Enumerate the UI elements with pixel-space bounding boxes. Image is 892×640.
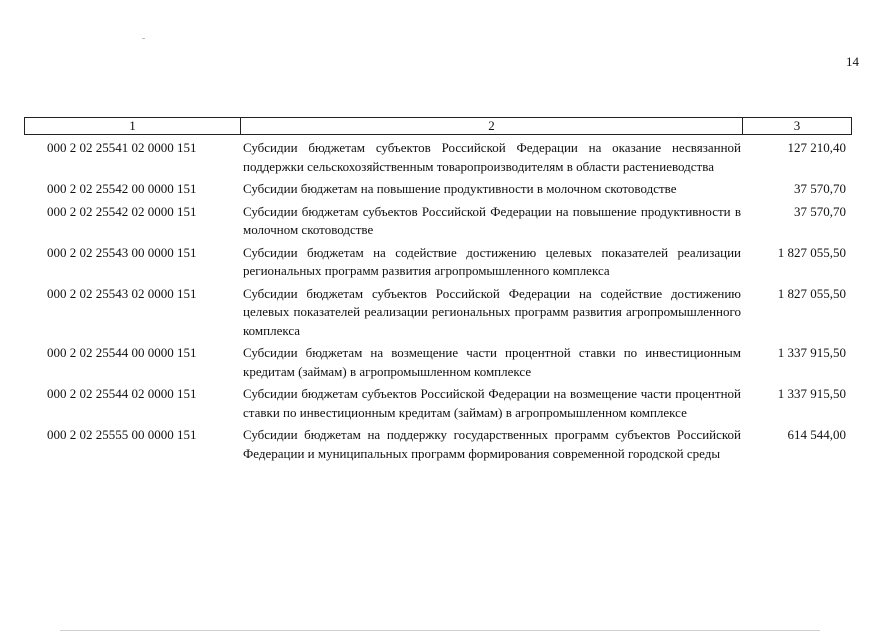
- row-description: Субсидии бюджетам субъектов Российской Федерации на содействие достижению целевых показателей реализации региональных программ развития агропромышленного комплекса: [243, 285, 741, 338]
- scan-artifact-dot: [142, 38, 145, 39]
- budget-code: 000 2 02 25544 00 0000 151: [47, 345, 197, 360]
- row-amount: 37 570,70: [794, 203, 846, 219]
- header-col-1: 1: [25, 118, 241, 135]
- row-description: Субсидии бюджетам на возмещение части процентной ставки по инвестиционным кредитам (займам) в агропромышленном комплексе: [243, 345, 741, 379]
- table-body: [24, 139, 852, 467]
- row-amount: 1 337 915,50: [777, 386, 846, 401]
- budget-code: 000 2 02 25543 02 0000 151: [47, 285, 197, 301]
- header-col-3: 3: [743, 118, 852, 135]
- row-description: Субсидии бюджетам на повышение продуктивности в молочном скотоводстве: [243, 181, 677, 196]
- table-row: [24, 139, 852, 176]
- row-amount: 614 544,00: [787, 427, 846, 442]
- budget-code: 000 2 02 25541 02 0000 151: [47, 140, 197, 155]
- budget-code: 000 2 02 25555 00 0000 151: [47, 427, 197, 442]
- page-number: 14: [846, 54, 859, 69]
- table-row: [24, 344, 852, 381]
- row-description: Субсидии бюджетам на содействие достижению целевых показателей реализации региональных программ развития агропромышленного комплекса: [243, 244, 741, 278]
- budget-code: 000 2 02 25542 00 0000 151: [47, 181, 197, 196]
- table-row: [24, 426, 852, 463]
- row-description: Субсидии бюджетам субъектов Российской Федерации на оказание несвязанной поддержки сельскохозяйственным товаропроизводителям в области растениеводства: [243, 140, 741, 174]
- table-row: [24, 203, 852, 240]
- scan-artifact-line: [60, 630, 820, 631]
- budget-code: 000 2 02 25543 00 0000 151: [47, 244, 197, 260]
- header-col-2: 2: [241, 118, 743, 135]
- row-amount: 37 570,70: [794, 181, 846, 196]
- row-amount: 1 827 055,50: [777, 285, 846, 301]
- table-row: [24, 244, 852, 281]
- table-header: [24, 117, 852, 135]
- row-amount: 1 827 055,50: [777, 244, 846, 260]
- table-row: [24, 385, 852, 422]
- row-amount: 127 210,40: [787, 140, 846, 155]
- table-row: [24, 180, 852, 199]
- row-description: Субсидии бюджетам субъектов Российской Федерации на возмещение части процентной ставки по инвестиционным кредитам (займам) в агропромышленном комплексе: [243, 386, 741, 420]
- row-description: Субсидии бюджетам субъектов Российской Федерации на повышение продуктивности в молочном скотоводстве: [243, 203, 741, 237]
- table-row: [24, 285, 852, 341]
- budget-code: 000 2 02 25542 02 0000 151: [47, 203, 197, 219]
- budget-code: 000 2 02 25544 02 0000 151: [47, 386, 197, 401]
- row-amount: 1 337 915,50: [777, 345, 846, 360]
- row-description: Субсидии бюджетам на поддержку государственных программ субъектов Российской Федерации и муниципальных программ формирования современной городской среды: [243, 427, 741, 461]
